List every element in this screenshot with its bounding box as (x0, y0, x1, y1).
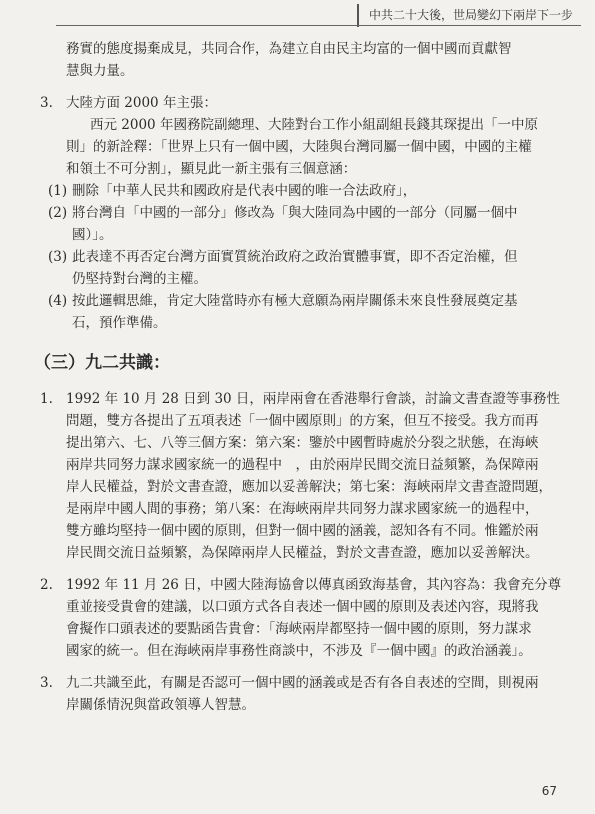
text-line: 岸人民權益，對於文書查證，應加以妥善解決；第七案：海峽兩岸文書查證問題， (66, 479, 552, 495)
text-line: 岸關係情況與當政領導人智慧。 (66, 697, 255, 713)
item-3-heading (40, 92, 570, 114)
text-line: 重並接受貴會的建議，以口頭方式各自表述一個中國的原則及表述內容，現將我 (66, 599, 539, 615)
list-item-3 (40, 672, 570, 716)
subitem-2 (40, 202, 570, 246)
subitem-marker: (1) (48, 183, 68, 199)
item-title: 大陸方面 2000 年主張： (66, 95, 217, 111)
text-line: 和領土不可分割」，顯見此一新主張有三個意涵： (66, 161, 357, 177)
subitem-4 (40, 290, 570, 334)
text-line: 按此邏輯思維，肯定大陸當時亦有極大意願為兩岸關係未來良性發展奠定基 (72, 293, 518, 309)
text-line: 國家的統一。但在海峽兩岸事務性商談中，不涉及『一個中國』的政治涵義」。 (66, 643, 532, 659)
subitem-1 (40, 180, 570, 202)
text-line: 提出第六、七、八等三個方案：第六案：鑒於中國暫時處於分裂之狀態，在海峽 (66, 435, 539, 451)
running-header (0, 0, 595, 30)
subitem-marker: (3) (48, 249, 68, 265)
text-line: 慧與力量。 (66, 63, 134, 79)
text-line: 西元 2000 年國務院副總理、大陸對台工作小組副組長錢其琛提出「一中原 (90, 117, 538, 133)
running-header-title: 中共二十大後，世局變幻下兩岸下一步 (357, 4, 581, 27)
list-marker: 2. (40, 577, 53, 593)
page-number: 67 (541, 784, 557, 798)
text-line: 1992 年 11 月 26 日，中國大陸海協會以傳真函致海基會，其內容為：我會充分尊 (66, 577, 562, 593)
section-heading: （三）九二共識： (34, 353, 170, 373)
text-line: 國）」。 (72, 227, 113, 243)
list-marker: 3. (40, 675, 53, 691)
subitem-marker: (4) (48, 293, 68, 309)
text-line: 問題，雙方各提出了五項表述「一個中國原則」的方案，但互不接受。我方而再 (66, 413, 539, 429)
subitem-marker: (2) (48, 205, 68, 221)
item-3-paragraph (40, 114, 570, 180)
text-line: 岸民間交流日益頻繁，為保障兩岸人民權益，對於文書查證，應加以妥善解決。 (66, 545, 539, 561)
subitem-3 (40, 246, 570, 290)
text-line: 九二共識至此，有關是否認可一個中國的涵義或是否有各自表述的空間，則視兩 (66, 675, 539, 691)
text-line: 刪除「中華人民共和國政府是代表中國的唯一合法政府」， (72, 183, 417, 199)
text-line: 此表達不再否定台灣方面實質統治政府之政治實體事實，即不否定治權，但 (72, 249, 518, 265)
list-item-1 (40, 388, 570, 564)
text-line: 1992 年 10 月 28 日到 30 日，兩岸兩會在香港舉行會談，討論文書查證等事務性 (66, 391, 560, 407)
list-item-2 (40, 574, 570, 662)
text-line: 仍堅持對台灣的主權。 (72, 271, 207, 287)
text-line: 務實的態度揚棄成見，共同合作，為建立自由民主均富的一個中國而貢獻智 (66, 41, 512, 57)
text-line: 則」的新詮釋：「世界上只有一個中國，大陸與台灣同屬一個中國，中國的主權 (66, 139, 532, 155)
list-marker: 1. (40, 391, 53, 407)
item-number: 3. (40, 95, 53, 111)
header-rule (56, 25, 581, 26)
text-line: 石，預作準備。 (72, 315, 167, 331)
text-line: 將台灣自「中國的一部分」修改為「與大陸同為中國的一部分（同屬一個中 (72, 205, 518, 221)
text-line: 雙方雖均堅持一個中國的原則，但對一個中國的涵義，認知各有不同。惟鑑於兩 (66, 523, 539, 539)
page-body (34, 38, 570, 716)
intro-paragraph (40, 38, 570, 82)
text-line: 是兩岸中國人間的事務；第八案：在海峽兩岸共同努力謀求國家統一的過程中， (66, 501, 539, 517)
text-line: 會擬作口頭表述的要點函告貴會：「海峽兩岸都堅持一個中國的原則，努力謀求 (66, 621, 532, 637)
text-line: 兩岸共同努力謀求國家統一的過程中 ，由於兩岸民間交流日益頻繁，為保障兩 (66, 457, 539, 473)
